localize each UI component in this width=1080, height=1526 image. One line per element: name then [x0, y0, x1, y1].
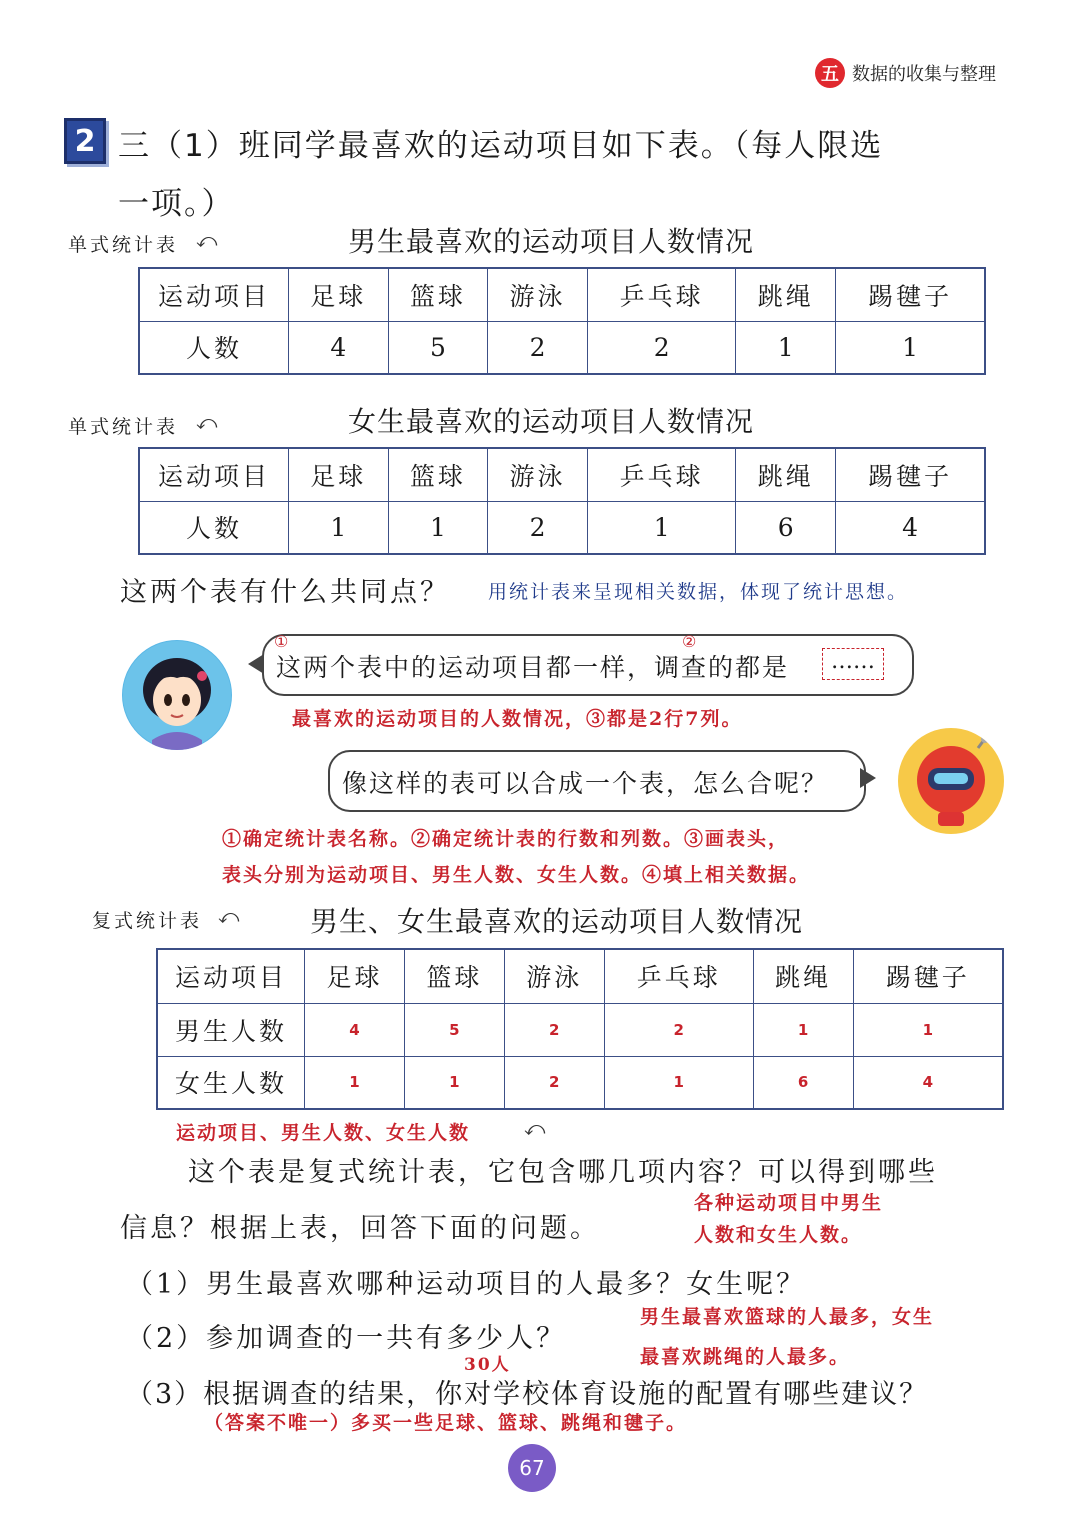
- compound-table-label: 复式统计表: [92, 910, 203, 932]
- table-header-cell: 篮球: [388, 268, 488, 321]
- girl-avatar: [122, 640, 232, 750]
- table-cell: 2: [488, 321, 588, 374]
- table-header-cell: 跳绳: [736, 448, 836, 501]
- table-cell: 4: [305, 1003, 405, 1056]
- sub-question-2: （2）参加调查的一共有多少人？: [126, 1323, 567, 1354]
- table-row-label: 人数: [139, 501, 289, 554]
- table-header-cell: 游泳: [488, 448, 588, 501]
- table-cell: 2: [604, 1003, 753, 1056]
- blank-dots: ……: [822, 648, 884, 680]
- boys-table-title: 男生最喜欢的运动项目人数情况: [348, 225, 755, 258]
- table-header-cell: 运动项目: [139, 448, 289, 501]
- table-header-cell: 乒乓球: [587, 268, 736, 321]
- table-header-row: [139, 268, 985, 321]
- table-row: [157, 1003, 1003, 1056]
- table-header-cell: 游泳: [488, 268, 588, 321]
- table-cell: 1: [836, 321, 985, 374]
- question-number: 2: [64, 118, 106, 164]
- table-header-cell: 篮球: [404, 949, 504, 1003]
- table-row-label: 人数: [139, 321, 289, 374]
- single-table-label: 单式统计表: [68, 234, 179, 256]
- question-text-line2: 一项。）: [118, 186, 235, 222]
- boys-table: [138, 267, 986, 375]
- table-row: [139, 501, 985, 554]
- header-note: 运动项目、男生人数、女生人数: [176, 1122, 471, 1144]
- girl-speech-text: 这两个表中的运动项目都一样，调查的都是: [276, 653, 790, 682]
- table-header-cell: 游泳: [504, 949, 604, 1003]
- table-cell: 1: [753, 1003, 853, 1056]
- compound-answer-line2: 人数和女生人数。: [694, 1224, 863, 1246]
- steps-note-line2: 表头分别为运动项目、男生人数、女生人数。④填上相关数据。: [222, 864, 811, 886]
- table-cell: 1: [587, 501, 736, 554]
- table-header-cell: 运动项目: [157, 949, 305, 1003]
- table-cell: 1: [305, 1056, 405, 1109]
- chapter-badge: 五: [815, 58, 845, 88]
- robot-speech-text: 像这样的表可以合成一个表，怎么合呢？: [342, 769, 829, 798]
- table-header-cell: 篮球: [388, 448, 488, 501]
- table-header-cell: 踢毽子: [853, 949, 1003, 1003]
- common-question: 这两个表有什么共同点？: [120, 577, 450, 608]
- table-header-row: [157, 949, 1003, 1003]
- table-cell: 4: [289, 321, 389, 374]
- table-header-cell: 足球: [289, 268, 389, 321]
- table-cell: 6: [736, 501, 836, 554]
- table-cell: 2: [488, 501, 588, 554]
- table-header-cell: 踢毽子: [836, 268, 985, 321]
- table-cell: 4: [853, 1056, 1003, 1109]
- table-header-cell: 踢毽子: [836, 448, 985, 501]
- common-answer: 用统计表来呈现相关数据，体现了统计思想。: [488, 581, 909, 603]
- table-header-cell: 乒乓球: [587, 448, 736, 501]
- bubble-tail: [860, 768, 876, 788]
- table-cell: 5: [404, 1003, 504, 1056]
- table-cell: 2: [504, 1056, 604, 1109]
- answer-1-line2: 最喜欢跳绳的人最多。: [640, 1346, 851, 1368]
- table-header-cell: 乒乓球: [604, 949, 753, 1003]
- curved-arrow-icon: ⤺: [196, 228, 218, 252]
- curved-arrow-icon: ⤺: [218, 904, 240, 928]
- curved-arrow-icon: ⤺: [196, 410, 218, 434]
- answer-2: 30人: [464, 1355, 511, 1375]
- combined-table: [156, 948, 1004, 1110]
- chapter-title: 数据的收集与整理: [852, 64, 996, 85]
- question-text-line1: 三（1）班同学最喜欢的运动项目如下表。（每人限选: [118, 128, 884, 164]
- table-header-cell: 运动项目: [139, 268, 289, 321]
- table-cell: 5: [388, 321, 488, 374]
- table-header-cell: 跳绳: [736, 268, 836, 321]
- table-cell: 1: [388, 501, 488, 554]
- compound-question-line1: 这个表是复式统计表，它包含哪几项内容？可以得到哪些: [188, 1157, 938, 1188]
- table-cell: 6: [753, 1056, 853, 1109]
- table-cell: 1: [289, 501, 389, 554]
- page-number: 67: [508, 1444, 556, 1492]
- compound-answer-line1: 各种运动项目中男生: [694, 1192, 884, 1214]
- mark-2: ②: [682, 632, 697, 651]
- table-header-cell: 足球: [289, 448, 389, 501]
- table-cell: 1: [853, 1003, 1003, 1056]
- table-header-row: [139, 448, 985, 501]
- table-cell: 2: [504, 1003, 604, 1056]
- steps-note-line1: ①确定统计表名称。②确定统计表的行数和列数。③画表头，: [222, 828, 790, 850]
- table-row-label: 男生人数: [157, 1003, 305, 1056]
- table-cell: 2: [587, 321, 736, 374]
- sub-question-3: （3）根据调查的结果，你对学校体育设施的配置有哪些建议？: [126, 1379, 929, 1410]
- combined-table-title: 男生、女生最喜欢的运动项目人数情况: [310, 905, 804, 938]
- girls-table: [138, 447, 986, 555]
- robot-avatar: [898, 728, 1004, 834]
- girl-note: 最喜欢的运动项目的人数情况，③都是2行7列。: [292, 708, 743, 730]
- table-row-label: 女生人数: [157, 1056, 305, 1109]
- table-cell: 1: [404, 1056, 504, 1109]
- table-row: [139, 321, 985, 374]
- table-header-cell: 跳绳: [753, 949, 853, 1003]
- table-cell: 4: [836, 501, 985, 554]
- sub-question-1: （1）男生最喜欢哪种运动项目的人最多？女生呢？: [126, 1269, 807, 1300]
- table-header-cell: 足球: [305, 949, 405, 1003]
- curved-arrow-icon: ⤺: [524, 1116, 546, 1140]
- girls-table-title: 女生最喜欢的运动项目人数情况: [348, 405, 755, 438]
- bubble-tail: [248, 654, 264, 674]
- table-row: [157, 1056, 1003, 1109]
- mark-1: ①: [274, 632, 289, 651]
- table-cell: 1: [604, 1056, 753, 1109]
- compound-question-line2: 信息？根据上表，回答下面的问题。: [120, 1213, 600, 1244]
- answer-1-line1: 男生最喜欢篮球的人最多，女生: [640, 1306, 935, 1328]
- single-table-label: 单式统计表: [68, 416, 179, 438]
- answer-3: （答案不唯一）多买一些足球、篮球、跳绳和毽子。: [204, 1412, 688, 1434]
- table-cell: 1: [736, 321, 836, 374]
